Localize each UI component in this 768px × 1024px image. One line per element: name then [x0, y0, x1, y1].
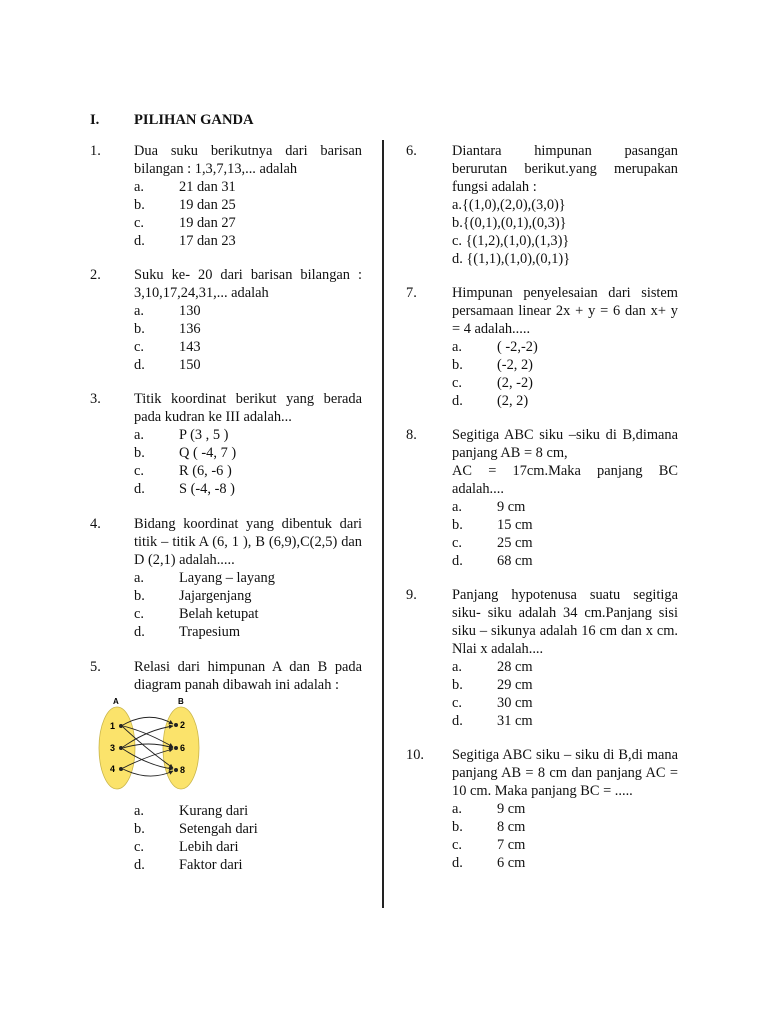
option-a: a. 21 dan 31: [134, 179, 236, 195]
question-stem: Suku ke- 20 dari barisan bilangan : 3,10,17,24,31,... adalah: [134, 267, 362, 301]
question-5: [90, 658, 362, 874]
option-c: c. 19 dan 27: [134, 215, 236, 231]
option-d: d. {(1,1),(1,0),(0,1)}: [452, 251, 571, 267]
option-b: b. 136: [134, 321, 201, 337]
question-8: [406, 426, 678, 570]
question-stem: Relasi dari himpunan A dan B pada diagram panah dibawah ini adalah :: [134, 659, 362, 693]
option-c: c. Lebih dari: [134, 839, 239, 855]
option-a: a. P (3 , 5 ): [134, 427, 229, 443]
option-b: b. (-2, 2): [452, 357, 533, 373]
option-d: d. Trapesium: [134, 624, 241, 640]
set-a-ellipse: [99, 707, 135, 789]
question-stem: Bidang koordinat yang dibentuk dari titik – titik A (6, 1 ), B (6,9),C(2,5) dan D (2,1) adalah.....: [134, 516, 362, 568]
option-d: d. (2, 2): [452, 393, 529, 409]
option-a: a. ( -2,-2): [452, 339, 538, 355]
question-stem: Panjang hypotenusa suatu segitiga siku- siku adalah 34 cm.Panjang sisi siku – sikunya adalah 16 cm dan x cm. Nlai x adalah....: [452, 587, 678, 657]
question-number: 9.: [406, 587, 417, 603]
option-d: d. 31 cm: [452, 713, 533, 729]
option-b: b. 8 cm: [452, 819, 526, 835]
option-b: b.{(0,1),(0,1),(0,3)}: [452, 215, 567, 231]
question-stem: Segitiga ABC siku – siku di B,di mana panjang AB = 8 cm dan panjang AC = 10 cm. Maka panjang BC = .....: [452, 747, 678, 799]
option-c: c. {(1,2),(1,0),(1,3)}: [452, 233, 570, 249]
question-number: 4.: [90, 516, 101, 532]
question-number: 8.: [406, 427, 417, 443]
option-b: b. 19 dan 25: [134, 197, 236, 213]
question-3: [90, 390, 362, 498]
question-stem: Himpunan penyelesaian dari sistem persamaan linear 2x + y = 6 dan x+ y = 4 adalah.....: [452, 285, 678, 337]
option-list: [134, 426, 362, 498]
question-stem: Segitiga ABC siku –siku di B,dimana panjang AB = 8 cm,: [452, 427, 678, 461]
question-stem-continued: AC = 17cm.Maka panjang BC adalah....: [452, 463, 678, 497]
option-a: a. Layang – layang: [134, 570, 275, 586]
option-b: b. Q ( -4, 7 ): [134, 445, 237, 461]
option-d: d. Faktor dari: [134, 857, 243, 873]
option-c: c. 30 cm: [452, 695, 533, 711]
option-list: [452, 658, 678, 730]
option-list: [452, 338, 678, 410]
set-b-label: B: [178, 697, 184, 706]
question-6: [406, 142, 678, 268]
option-a: a. Kurang dari: [134, 803, 249, 819]
question-stem: Diantara himpunan pasangan berurutan berikut.yang merupakan fungsi adalah :: [452, 143, 678, 195]
set-b-element: 6: [180, 743, 186, 753]
question-number: 3.: [90, 391, 101, 407]
option-c: c. (2, -2): [452, 375, 533, 391]
option-list: [452, 498, 678, 570]
question-number: 5.: [90, 659, 101, 675]
section-number: I.: [90, 112, 100, 128]
option-c: c. R (6, -6 ): [134, 463, 232, 479]
question-number: 1.: [90, 143, 101, 159]
question-9: [406, 586, 678, 730]
option-c: c. 7 cm: [452, 837, 526, 853]
option-b: b. Setengah dari: [134, 821, 258, 837]
question-10: [406, 746, 678, 872]
option-a: a. 130: [134, 303, 201, 319]
option-list: [134, 802, 362, 874]
option-b: b. Jajargenjang: [134, 588, 252, 604]
option-list: [452, 800, 678, 872]
option-b: b. 29 cm: [452, 677, 533, 693]
set-b-element: 8: [180, 765, 186, 775]
option-a: a. 28 cm: [452, 659, 533, 675]
option-c: c. 143: [134, 339, 201, 355]
question-1: [90, 142, 362, 250]
column-divider: [382, 140, 384, 908]
option-d: d. 6 cm: [452, 855, 526, 871]
section-title: PILIHAN GANDA: [134, 112, 254, 128]
option-c: c. 25 cm: [452, 535, 533, 551]
option-a: a. 9 cm: [452, 499, 526, 515]
question-number: 10.: [406, 747, 424, 763]
option-d: d. 150: [134, 357, 201, 373]
question-number: 2.: [90, 267, 101, 283]
question-stem: Titik koordinat berikut yang berada pada kudran ke III adalah...: [134, 391, 362, 425]
option-d: d. S (-4, -8 ): [134, 481, 235, 497]
option-list: [134, 178, 362, 250]
option-a: a. 9 cm: [452, 801, 526, 817]
set-a-label: A: [113, 697, 119, 706]
question-7: [406, 284, 678, 410]
question-number: 6.: [406, 143, 417, 159]
option-b: b. 15 cm: [452, 517, 533, 533]
option-a: a.{(1,0),(2,0),(3,0)}: [452, 197, 566, 213]
arrow-diagram: [97, 696, 227, 792]
option-list: [134, 569, 362, 641]
set-a-element: 4: [110, 764, 116, 774]
question-2: [90, 266, 362, 374]
option-d: d. 68 cm: [452, 553, 533, 569]
question-4: [90, 515, 362, 641]
question-number: 7.: [406, 285, 417, 301]
set-a-element: 3: [110, 743, 116, 753]
option-c: c. Belah ketupat: [134, 606, 259, 622]
option-list: [452, 196, 678, 268]
set-b-element: 2: [180, 720, 186, 730]
set-a-element: 1: [110, 721, 116, 731]
question-stem: Dua suku berikutnya dari barisan bilangan : 1,3,7,13,... adalah: [134, 143, 362, 177]
option-d: d. 17 dan 23: [134, 233, 236, 249]
option-list: [134, 302, 362, 374]
